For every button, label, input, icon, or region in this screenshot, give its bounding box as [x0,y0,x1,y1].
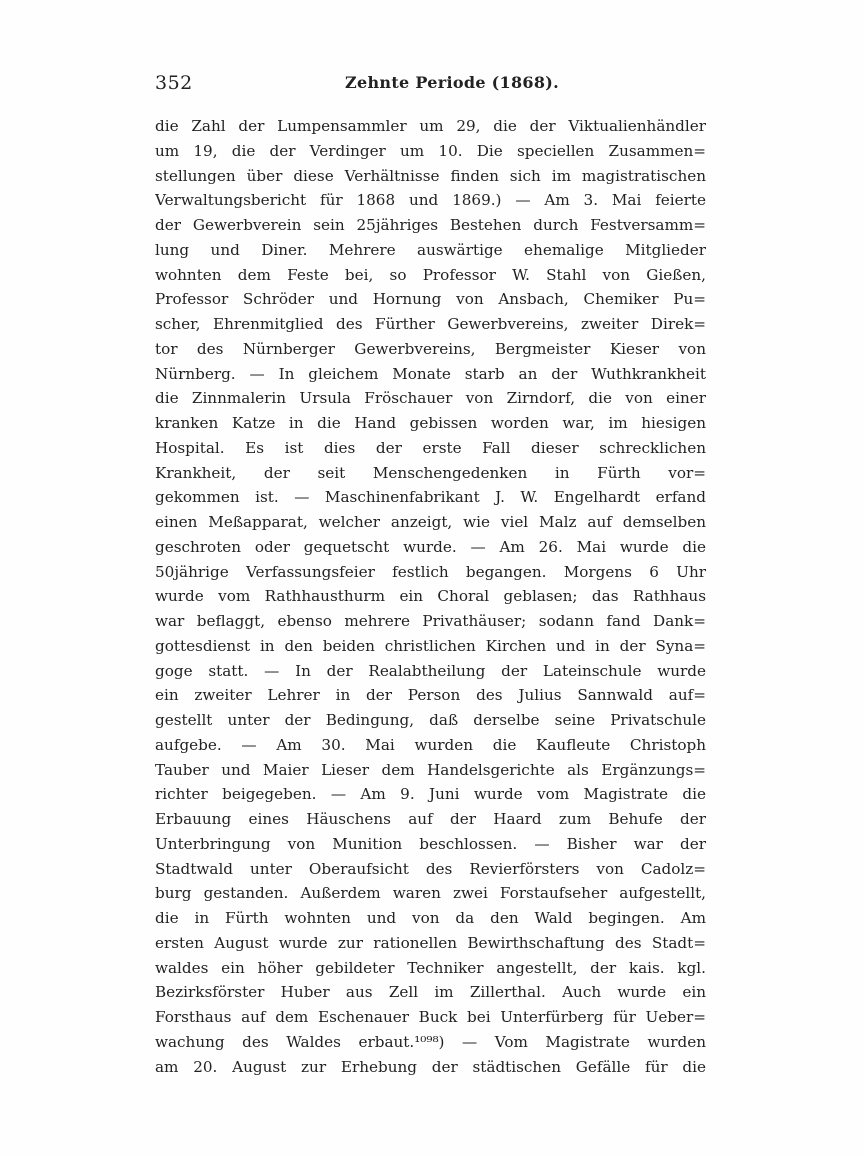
text-line: tor des Nürnberger Gewerbvereins, Bergmeister Kieser von [155,339,706,358]
text-line: einen Meßapparat, welcher anzeigt, wie viel Malz auf demselben [155,513,706,531]
text-line: burg gestanden. Außerdem waren zwei Forstaufseher aufgestellt, [155,884,706,903]
text-line: Stadtwald unter Oberaufsicht des Revierförsters von Cadolz= [155,859,706,878]
text-line: stellungen über diese Verhältnisse finden sich im magistratischen [155,166,706,185]
text-line: wurde vom Rathhausthurm ein Choral geblasen; das Rathhaus [155,587,706,606]
text-line: waldes ein höher gebildeter Techniker angestellt, der kais. kgl. [155,958,706,977]
running-title: Zehnte Periode (1868). [345,73,560,92]
page-number: 352 [155,72,193,94]
text-line: um 19, die der Verdinger um 10. Die speciellen Zusammen= [155,141,706,160]
text-line: gekommen ist. — Maschinenfabrikant J. W. Engelhardt erfand [155,488,706,507]
body-text [155,114,706,1079]
text-line: gottesdienst in den beiden christlichen Kirchen und in der Syna= [155,636,706,655]
text-line: richter beigegeben. — Am 9. Juni wurde vom Magistrate die [155,785,706,804]
text-line: die Zahl der Lumpensammler um 29, die der Viktualienhändler [155,117,706,135]
text-line: Krankheit, der seit Menschengedenken in Fürth vor= [155,463,706,482]
text-line: lung und Diner. Mehrere auswärtige ehemalige Mitglieder [155,240,706,259]
text-line: wachung des Waldes erbaut.¹⁰⁹⁸) — Vom Magistrate wurden [155,1032,706,1051]
page-header [155,72,705,100]
text-line: Unterbringung von Munition beschlossen. — Bisher war der [155,834,706,853]
text-line: goge statt. — In der Realabtheilung der Lateinschule wurde [155,661,706,680]
text-line: Erbauung eines Häuschens auf der Haard zum Behufe der [155,810,706,828]
text-line: am 20. August zur Erhebung der städtischen Gefälle für die [155,1057,706,1076]
text-line: war beflaggt, ebenso mehrere Privathäuser; sodann fand Dank= [155,612,706,630]
text-line: die in Fürth wohnten und von da den Wald begingen. Am [155,909,706,927]
text-line: 50jährige Verfassungsfeier festlich begangen. Morgens 6 Uhr [155,562,706,581]
text-line: Verwaltungsbericht für 1868 und 1869.) — Am 3. Mai feierte [155,191,706,210]
text-line: geschroten oder gequetscht wurde. — Am 26. Mai wurde die [155,537,706,556]
text-line: Forsthaus auf dem Eschenauer Buck bei Unterfürberg für Ueber= [155,1008,706,1026]
text-line: Hospital. Es ist dies der erste Fall dieser schrecklichen [155,438,706,457]
text-line: Professor Schröder und Hornung von Ansbach, Chemiker Pu= [155,290,706,309]
text-line: scher, Ehrenmitglied des Fürther Gewerbvereins, zweiter Direk= [155,315,706,333]
text-line: Bezirksförster Huber aus Zell im Zillerthal. Auch wurde ein [155,983,706,1002]
text-line: gestellt unter der Bedingung, daß derselbe seine Privatschule [155,711,706,729]
text-line: Tauber und Maier Lieser dem Handelsgerichte als Ergänzungs= [155,760,706,779]
text-line: kranken Katze in die Hand gebissen worden war, im hiesigen [155,414,706,432]
text-line: Nürnberg. — In gleichem Monate starb an der Wuthkrankheit [155,364,706,383]
text-line: aufgebe. — Am 30. Mai wurden die Kaufleute Christoph [155,735,706,754]
text-line: die Zinnmalerin Ursula Fröschauer von Zirndorf, die von einer [155,389,706,408]
text-line: ersten August wurde zur rationellen Bewirthschaftung des Stadt= [155,933,706,952]
text-line: ein zweiter Lehrer in der Person des Julius Sannwald auf= [155,686,706,705]
text-line: wohnten dem Feste bei, so Professor W. Stahl von Gießen, [155,265,706,284]
text-line: der Gewerbverein sein 25jähriges Bestehen durch Festversamm= [155,216,706,234]
